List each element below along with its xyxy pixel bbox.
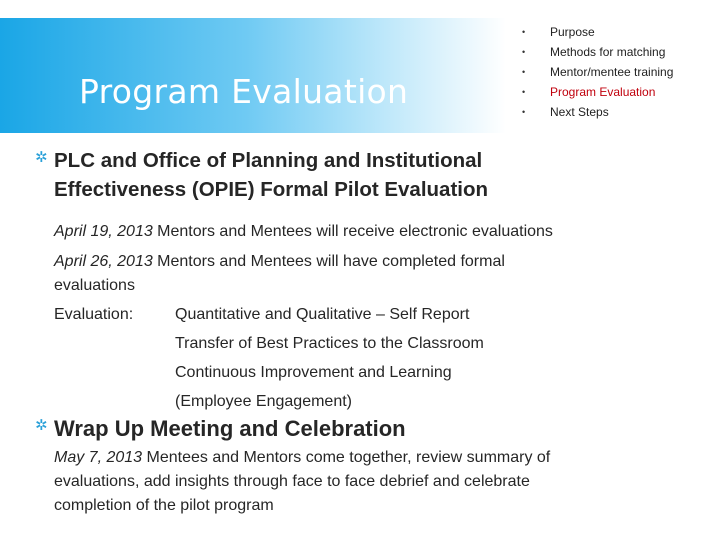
section-pilot-evaluation: [35, 146, 488, 204]
section-heading: [35, 146, 488, 204]
agenda-item-label: Next Steps: [550, 105, 609, 119]
evaluation-item: Continuous Improvement and Learning: [175, 364, 452, 381]
bullet-star-icon: ✲: [35, 148, 48, 166]
agenda-item-label: Program Evaluation: [550, 85, 656, 99]
agenda-item: [516, 102, 673, 122]
wrap-up-body: [54, 446, 550, 518]
bullet-icon: •: [522, 27, 526, 37]
item-text: Mentees and Mentors come together, review summary of: [142, 449, 551, 466]
agenda-item: [516, 62, 673, 82]
heading-line: PLC and Office of Planning and Institutional: [54, 149, 483, 172]
timeline-item: [54, 250, 553, 298]
agenda-item: [516, 82, 673, 102]
bullet-icon: •: [522, 47, 526, 57]
wrap-up-text: [54, 446, 550, 470]
evaluation-item: Quantitative and Qualitative – Self Report: [175, 306, 470, 323]
pilot-evaluation-body: [54, 217, 553, 410]
agenda-item-label: Methods for matching: [550, 45, 666, 59]
agenda-list: [516, 22, 673, 122]
agenda-item-label: Purpose: [550, 25, 595, 39]
bullet-star-icon: ✲: [35, 416, 48, 434]
timeline-item: [54, 217, 553, 246]
section-wrap-up: [35, 414, 406, 443]
section-heading: Wrap Up Meeting and Celebration: [54, 416, 406, 441]
evaluation-item: Transfer of Best Practices to the Classroom: [175, 335, 484, 352]
bullet-icon: •: [522, 67, 526, 77]
evaluation-block: [54, 300, 553, 410]
agenda-item-label: Mentor/mentee training: [550, 65, 674, 79]
evaluation-items: [175, 300, 484, 416]
item-text: evaluations: [54, 277, 135, 294]
agenda-item: [516, 22, 673, 42]
page-title: Program Evaluation: [79, 72, 409, 111]
date-label: April 26, 2013: [54, 253, 153, 270]
evaluation-item: (Employee Engagement): [175, 393, 352, 410]
date-label: April 19, 2013: [54, 223, 153, 240]
item-text: Mentors and Mentees will receive electronic evaluations: [152, 223, 553, 240]
heading-line: Effectiveness (OPIE) Formal Pilot Evaluation: [54, 178, 489, 201]
evaluation-label: Evaluation:: [54, 306, 134, 323]
bullet-icon: •: [522, 107, 526, 117]
item-text: completion of the pilot program: [54, 497, 274, 514]
bullet-icon: •: [522, 87, 526, 97]
agenda-item: [516, 42, 673, 62]
date-label: May 7, 2013: [54, 449, 143, 466]
item-text: evaluations, add insights through face to face debrief and celebrate: [54, 473, 530, 490]
item-text: Mentors and Mentees will have completed formal: [152, 253, 505, 270]
